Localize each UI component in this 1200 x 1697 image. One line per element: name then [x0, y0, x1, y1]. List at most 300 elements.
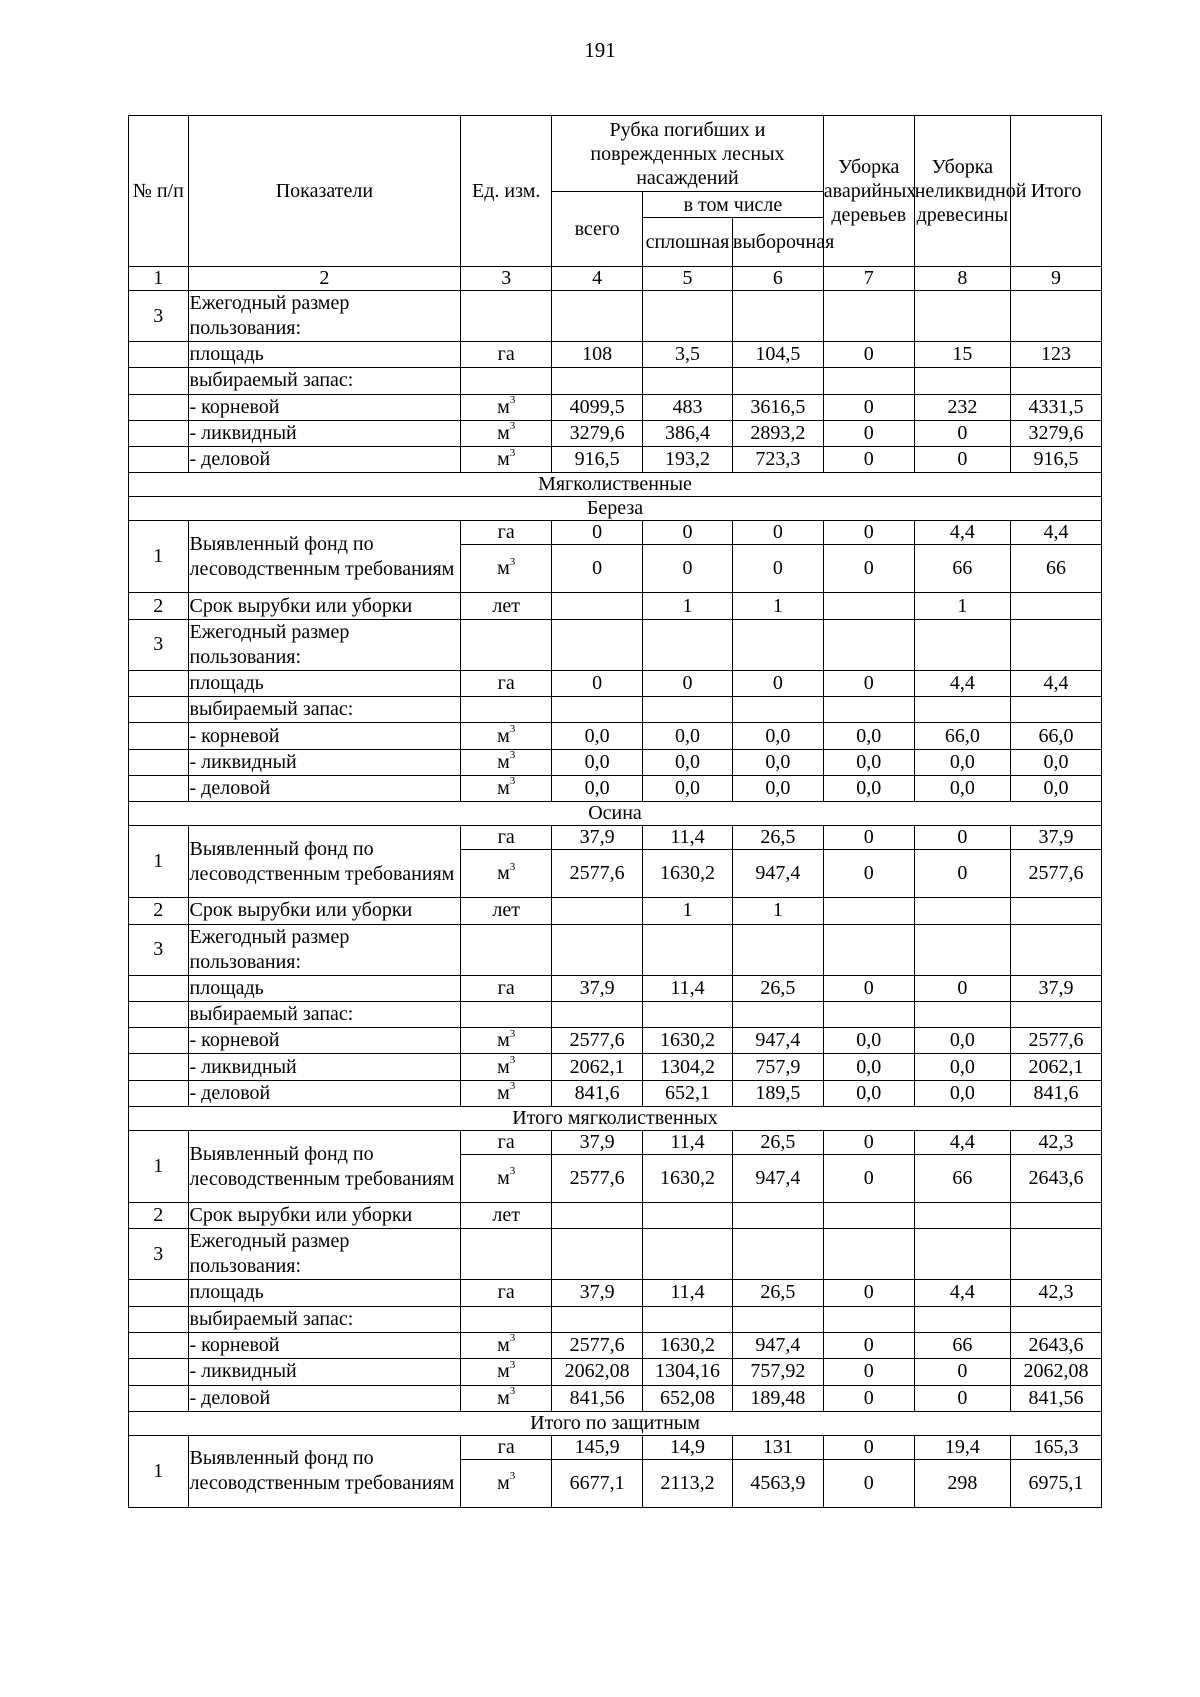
value-cell: 0: [823, 1155, 914, 1203]
value-cell: [1011, 619, 1102, 670]
row-number: [129, 394, 189, 420]
header-indicators: Показатели: [188, 116, 461, 267]
indicator-label: выбираемый запас:: [188, 368, 461, 394]
value-cell: 0,0: [1011, 775, 1102, 801]
table-row: [129, 394, 1102, 420]
table-row: [129, 447, 1102, 473]
unit-cell: [461, 723, 552, 749]
indicator-label: - деловой: [188, 1080, 461, 1106]
value-cell: 2577,6: [552, 1155, 643, 1203]
section-row: [129, 497, 1102, 521]
indicator-label: Ежегодный размер пользования:: [188, 924, 461, 975]
value-cell: 841,56: [1011, 1385, 1102, 1411]
indicator-label: Выявленный фонд по лесоводственным требованиям: [188, 1435, 461, 1507]
column-number: 5: [643, 267, 733, 291]
row-number: 1: [129, 826, 189, 898]
unit-cell: [461, 924, 552, 975]
value-cell: 11,4: [643, 826, 733, 850]
value-cell: [552, 619, 643, 670]
value-cell: 37,9: [552, 975, 643, 1001]
value-cell: [643, 1001, 733, 1027]
unit-exponent: 3: [509, 775, 516, 788]
value-cell: 0: [914, 420, 1010, 446]
value-cell: [643, 697, 733, 723]
indicator-label: площадь: [188, 975, 461, 1001]
value-cell: [823, 593, 914, 619]
value-cell: 0,0: [643, 723, 733, 749]
unit-base: м: [497, 1081, 510, 1104]
indicator-label: Выявленный фонд по лесоводственным требованиям: [188, 1131, 461, 1203]
row-number: [129, 749, 189, 775]
unit-base: м: [497, 395, 510, 418]
value-cell: 0: [914, 826, 1010, 850]
unit-exponent: 3: [509, 420, 516, 433]
value-cell: [914, 697, 1010, 723]
value-cell: 37,9: [1011, 826, 1102, 850]
header-unit: Ед. изм.: [461, 116, 552, 267]
table-row: [129, 291, 1102, 342]
unit-cell: [461, 1332, 552, 1358]
table-row: [129, 826, 1102, 850]
unit-cell: [461, 1028, 552, 1054]
indicator-label: Срок вырубки или уборки: [188, 1203, 461, 1229]
value-cell: 14,9: [643, 1435, 733, 1459]
unit-cell: [461, 545, 552, 593]
value-cell: [823, 1306, 914, 1332]
table-row: [129, 368, 1102, 394]
unit-cell: [461, 850, 552, 898]
header-total: Итого: [1011, 116, 1102, 267]
table-row: [129, 749, 1102, 775]
page-number: 191: [584, 38, 616, 62]
unit-cell: [461, 291, 552, 342]
value-cell: 1: [643, 593, 733, 619]
value-cell: 4331,5: [1011, 394, 1102, 420]
unit-exponent: 3: [509, 1165, 516, 1178]
value-cell: 0,0: [823, 1028, 914, 1054]
row-number: [129, 975, 189, 1001]
value-cell: 37,9: [552, 1131, 643, 1155]
value-cell: 0: [823, 826, 914, 850]
table-row: [129, 593, 1102, 619]
value-cell: 0: [823, 394, 914, 420]
value-cell: [732, 291, 823, 342]
value-cell: [552, 697, 643, 723]
header-num: № п/п: [129, 116, 189, 267]
value-cell: 0: [643, 545, 733, 593]
value-cell: 165,3: [1011, 1435, 1102, 1459]
value-cell: [1011, 1001, 1102, 1027]
unit-cell: га: [461, 975, 552, 1001]
row-number: 3: [129, 619, 189, 670]
value-cell: 2643,6: [1011, 1155, 1102, 1203]
value-cell: [1011, 697, 1102, 723]
value-cell: 3279,6: [552, 420, 643, 446]
value-cell: 0: [914, 447, 1010, 473]
value-cell: [643, 619, 733, 670]
table-row: [129, 1306, 1102, 1332]
value-cell: 1: [643, 898, 733, 924]
table-row: [129, 697, 1102, 723]
unit-exponent: 3: [509, 860, 516, 873]
unit-cell: га: [461, 670, 552, 696]
value-cell: [643, 1203, 733, 1229]
indicator-label: Ежегодный размер пользования:: [188, 1229, 461, 1280]
table-row: [129, 1203, 1102, 1229]
value-cell: 0,0: [823, 775, 914, 801]
header-all: всего: [552, 192, 643, 267]
column-number: 3: [461, 267, 552, 291]
table-row: [129, 670, 1102, 696]
value-cell: 66,0: [914, 723, 1010, 749]
value-cell: 1630,2: [643, 1028, 733, 1054]
row-number: 2: [129, 898, 189, 924]
value-cell: 386,4: [643, 420, 733, 446]
value-cell: 0: [823, 1385, 914, 1411]
unit-cell: [461, 1155, 552, 1203]
table-body: [129, 291, 1102, 1508]
row-number: [129, 1001, 189, 1027]
unit-cell: лет: [461, 1203, 552, 1229]
value-cell: 0: [823, 850, 914, 898]
value-cell: 757,9: [732, 1054, 823, 1080]
column-number: 7: [823, 267, 914, 291]
indicator-label: - ликвидный: [188, 1054, 461, 1080]
value-cell: 0,0: [552, 775, 643, 801]
value-cell: 1630,2: [643, 1332, 733, 1358]
row-number: [129, 670, 189, 696]
value-cell: [823, 368, 914, 394]
value-cell: [643, 368, 733, 394]
value-cell: 0: [823, 521, 914, 545]
section-row: [129, 473, 1102, 497]
unit-cell: [461, 1385, 552, 1411]
value-cell: 1: [732, 898, 823, 924]
value-cell: 841,6: [1011, 1080, 1102, 1106]
unit-exponent: 3: [509, 555, 516, 568]
value-cell: 723,3: [732, 447, 823, 473]
value-cell: [823, 619, 914, 670]
value-cell: [732, 368, 823, 394]
value-cell: 2577,6: [552, 850, 643, 898]
unit-base: м: [497, 724, 510, 747]
value-cell: [914, 1306, 1010, 1332]
value-cell: 841,6: [552, 1080, 643, 1106]
unit-cell: [461, 1080, 552, 1106]
header-including: в том числе: [643, 192, 824, 218]
row-number: [129, 420, 189, 446]
unit-exponent: 3: [509, 722, 516, 735]
table-row: [129, 1054, 1102, 1080]
indicator-label: - деловой: [188, 447, 461, 473]
unit-exponent: 3: [509, 1053, 516, 1066]
value-cell: 0: [823, 420, 914, 446]
value-cell: [823, 291, 914, 342]
unit-exponent: 3: [509, 446, 516, 459]
table-row: [129, 775, 1102, 801]
value-cell: [732, 1203, 823, 1229]
value-cell: 108: [552, 342, 643, 368]
value-cell: [552, 1229, 643, 1280]
column-number: 9: [1011, 267, 1102, 291]
value-cell: 19,4: [914, 1435, 1010, 1459]
unit-cell: га: [461, 342, 552, 368]
value-cell: 0,0: [643, 749, 733, 775]
value-cell: 4,4: [1011, 521, 1102, 545]
value-cell: 26,5: [732, 975, 823, 1001]
indicator-label: Срок вырубки или уборки: [188, 898, 461, 924]
value-cell: [823, 1203, 914, 1229]
value-cell: 483: [643, 394, 733, 420]
value-cell: [914, 291, 1010, 342]
indicator-label: - корневой: [188, 1028, 461, 1054]
value-cell: 2062,1: [1011, 1054, 1102, 1080]
value-cell: [643, 291, 733, 342]
unit-cell: [461, 368, 552, 394]
indicator-label: - ликвидный: [188, 749, 461, 775]
row-number: [129, 368, 189, 394]
value-cell: 2062,08: [552, 1359, 643, 1385]
value-cell: [1011, 1229, 1102, 1280]
unit-cell: [461, 697, 552, 723]
table-row: [129, 521, 1102, 545]
row-number: 2: [129, 593, 189, 619]
value-cell: 0,0: [732, 775, 823, 801]
value-cell: 0: [914, 1359, 1010, 1385]
row-number: 2: [129, 1203, 189, 1229]
value-cell: [914, 1203, 1010, 1229]
value-cell: [732, 1001, 823, 1027]
value-cell: [643, 1306, 733, 1332]
table-row: [129, 1280, 1102, 1306]
row-number: [129, 1280, 189, 1306]
value-cell: [1011, 593, 1102, 619]
row-number: 3: [129, 924, 189, 975]
table-row: [129, 924, 1102, 975]
unit-cell: [461, 619, 552, 670]
value-cell: 1: [914, 593, 1010, 619]
section-title: Итого мягколиственных: [129, 1107, 1102, 1131]
value-cell: 3616,5: [732, 394, 823, 420]
indicator-label: выбираемый запас:: [188, 697, 461, 723]
unit-exponent: 3: [509, 394, 516, 407]
indicator-label: Выявленный фонд по лесоводственным требованиям: [188, 521, 461, 593]
section-title: Осина: [129, 802, 1102, 826]
indicator-label: - корневой: [188, 394, 461, 420]
value-cell: 1: [732, 593, 823, 619]
table-row: [129, 619, 1102, 670]
table-row: [129, 1359, 1102, 1385]
unit-cell: га: [461, 521, 552, 545]
value-cell: 947,4: [732, 850, 823, 898]
value-cell: 26,5: [732, 1131, 823, 1155]
unit-exponent: 3: [509, 1332, 516, 1345]
value-cell: [732, 1306, 823, 1332]
value-cell: [643, 924, 733, 975]
value-cell: 1630,2: [643, 1155, 733, 1203]
value-cell: 37,9: [552, 826, 643, 850]
value-cell: [1011, 1203, 1102, 1229]
value-cell: 2577,6: [552, 1332, 643, 1358]
row-number: [129, 775, 189, 801]
value-cell: 15: [914, 342, 1010, 368]
indicator-label: - корневой: [188, 1332, 461, 1358]
unit-exponent: 3: [509, 1358, 516, 1371]
value-cell: 4,4: [914, 1131, 1010, 1155]
unit-base: м: [497, 557, 510, 580]
value-cell: [914, 1229, 1010, 1280]
value-cell: 2113,2: [643, 1459, 733, 1507]
section-title: Итого по защитным: [129, 1411, 1102, 1435]
value-cell: 0: [732, 670, 823, 696]
value-cell: 0: [914, 850, 1010, 898]
column-numbers-row: [129, 267, 1102, 291]
value-cell: 4563,9: [732, 1459, 823, 1507]
value-cell: [552, 1203, 643, 1229]
value-cell: [732, 697, 823, 723]
value-cell: [552, 1001, 643, 1027]
column-number: 4: [552, 267, 643, 291]
indicator-label: выбираемый запас:: [188, 1306, 461, 1332]
section-row: [129, 802, 1102, 826]
value-cell: 1630,2: [643, 850, 733, 898]
unit-base: м: [497, 1029, 510, 1052]
value-cell: 193,2: [643, 447, 733, 473]
value-cell: 0,0: [732, 723, 823, 749]
table-row: [129, 1385, 1102, 1411]
value-cell: 189,5: [732, 1080, 823, 1106]
header-clear: сплошная: [643, 218, 733, 267]
table-row: [129, 1131, 1102, 1155]
table-row: [129, 1229, 1102, 1280]
unit-base: м: [497, 448, 510, 471]
unit-base: м: [497, 1334, 510, 1357]
value-cell: 3279,6: [1011, 420, 1102, 446]
value-cell: [1011, 1306, 1102, 1332]
value-cell: [914, 898, 1010, 924]
row-number: 1: [129, 1435, 189, 1507]
row-number: [129, 1080, 189, 1106]
value-cell: 0: [823, 1131, 914, 1155]
unit-base: м: [497, 1167, 510, 1190]
value-cell: 947,4: [732, 1155, 823, 1203]
indicator-label: - деловой: [188, 775, 461, 801]
row-number: [129, 1306, 189, 1332]
section-row: [129, 1411, 1102, 1435]
header-accident: Уборка аварийных деревьев: [823, 116, 914, 267]
indicator-label: Выявленный фонд по лесоводственным требованиям: [188, 826, 461, 898]
value-cell: 4,4: [914, 670, 1010, 696]
row-number: 3: [129, 1229, 189, 1280]
value-cell: [732, 924, 823, 975]
value-cell: [1011, 368, 1102, 394]
value-cell: 42,3: [1011, 1280, 1102, 1306]
header-illiquid: Уборка неликвидной древесины: [914, 116, 1010, 267]
unit-cell: [461, 1459, 552, 1507]
unit-cell: [461, 1306, 552, 1332]
unit-cell: [461, 1054, 552, 1080]
value-cell: [1011, 291, 1102, 342]
value-cell: [732, 619, 823, 670]
table-row: [129, 1028, 1102, 1054]
table-row: [129, 1080, 1102, 1106]
value-cell: 4,4: [914, 1280, 1010, 1306]
value-cell: [552, 924, 643, 975]
value-cell: [823, 697, 914, 723]
value-cell: 0,0: [823, 1080, 914, 1106]
value-cell: 0,0: [823, 1054, 914, 1080]
value-cell: 11,4: [643, 1280, 733, 1306]
value-cell: 131: [732, 1435, 823, 1459]
value-cell: 0: [552, 545, 643, 593]
unit-cell: лет: [461, 593, 552, 619]
value-cell: 0,0: [732, 749, 823, 775]
value-cell: 0: [823, 1332, 914, 1358]
value-cell: 1304,16: [643, 1359, 733, 1385]
value-cell: 757,92: [732, 1359, 823, 1385]
value-cell: [823, 898, 914, 924]
value-cell: 947,4: [732, 1332, 823, 1358]
value-cell: [823, 1001, 914, 1027]
unit-base: м: [497, 1360, 510, 1383]
value-cell: 1304,2: [643, 1054, 733, 1080]
value-cell: 4099,5: [552, 394, 643, 420]
value-cell: [552, 593, 643, 619]
header-selective: выборочная: [732, 218, 823, 267]
value-cell: 66: [914, 545, 1010, 593]
value-cell: 0: [823, 342, 914, 368]
unit-cell: га: [461, 1131, 552, 1155]
value-cell: 123: [1011, 342, 1102, 368]
row-number: [129, 1028, 189, 1054]
column-number: 6: [732, 267, 823, 291]
value-cell: 916,5: [1011, 447, 1102, 473]
value-cell: 0,0: [823, 749, 914, 775]
value-cell: [552, 368, 643, 394]
value-cell: 652,1: [643, 1080, 733, 1106]
value-cell: 26,5: [732, 1280, 823, 1306]
value-cell: 104,5: [732, 342, 823, 368]
indicator-label: Срок вырубки или уборки: [188, 593, 461, 619]
value-cell: 2643,6: [1011, 1332, 1102, 1358]
value-cell: 2062,1: [552, 1054, 643, 1080]
indicator-label: - ликвидный: [188, 1359, 461, 1385]
value-cell: 298: [914, 1459, 1010, 1507]
value-cell: 0: [823, 1280, 914, 1306]
row-number: [129, 342, 189, 368]
section-title: Береза: [129, 497, 1102, 521]
indicator-label: площадь: [188, 342, 461, 368]
value-cell: 0: [552, 521, 643, 545]
value-cell: 0,0: [914, 1054, 1010, 1080]
unit-base: м: [497, 750, 510, 773]
value-cell: 232: [914, 394, 1010, 420]
value-cell: 37,9: [552, 1280, 643, 1306]
unit-base: м: [497, 1386, 510, 1409]
unit-base: м: [497, 1471, 510, 1494]
unit-base: м: [497, 1055, 510, 1078]
value-cell: 0: [552, 670, 643, 696]
unit-base: м: [497, 862, 510, 885]
value-cell: 0: [643, 521, 733, 545]
indicator-label: площадь: [188, 1280, 461, 1306]
value-cell: [1011, 898, 1102, 924]
table-row: [129, 420, 1102, 446]
unit-exponent: 3: [509, 1385, 516, 1398]
table-row: [129, 898, 1102, 924]
value-cell: [914, 619, 1010, 670]
value-cell: 0: [914, 1385, 1010, 1411]
